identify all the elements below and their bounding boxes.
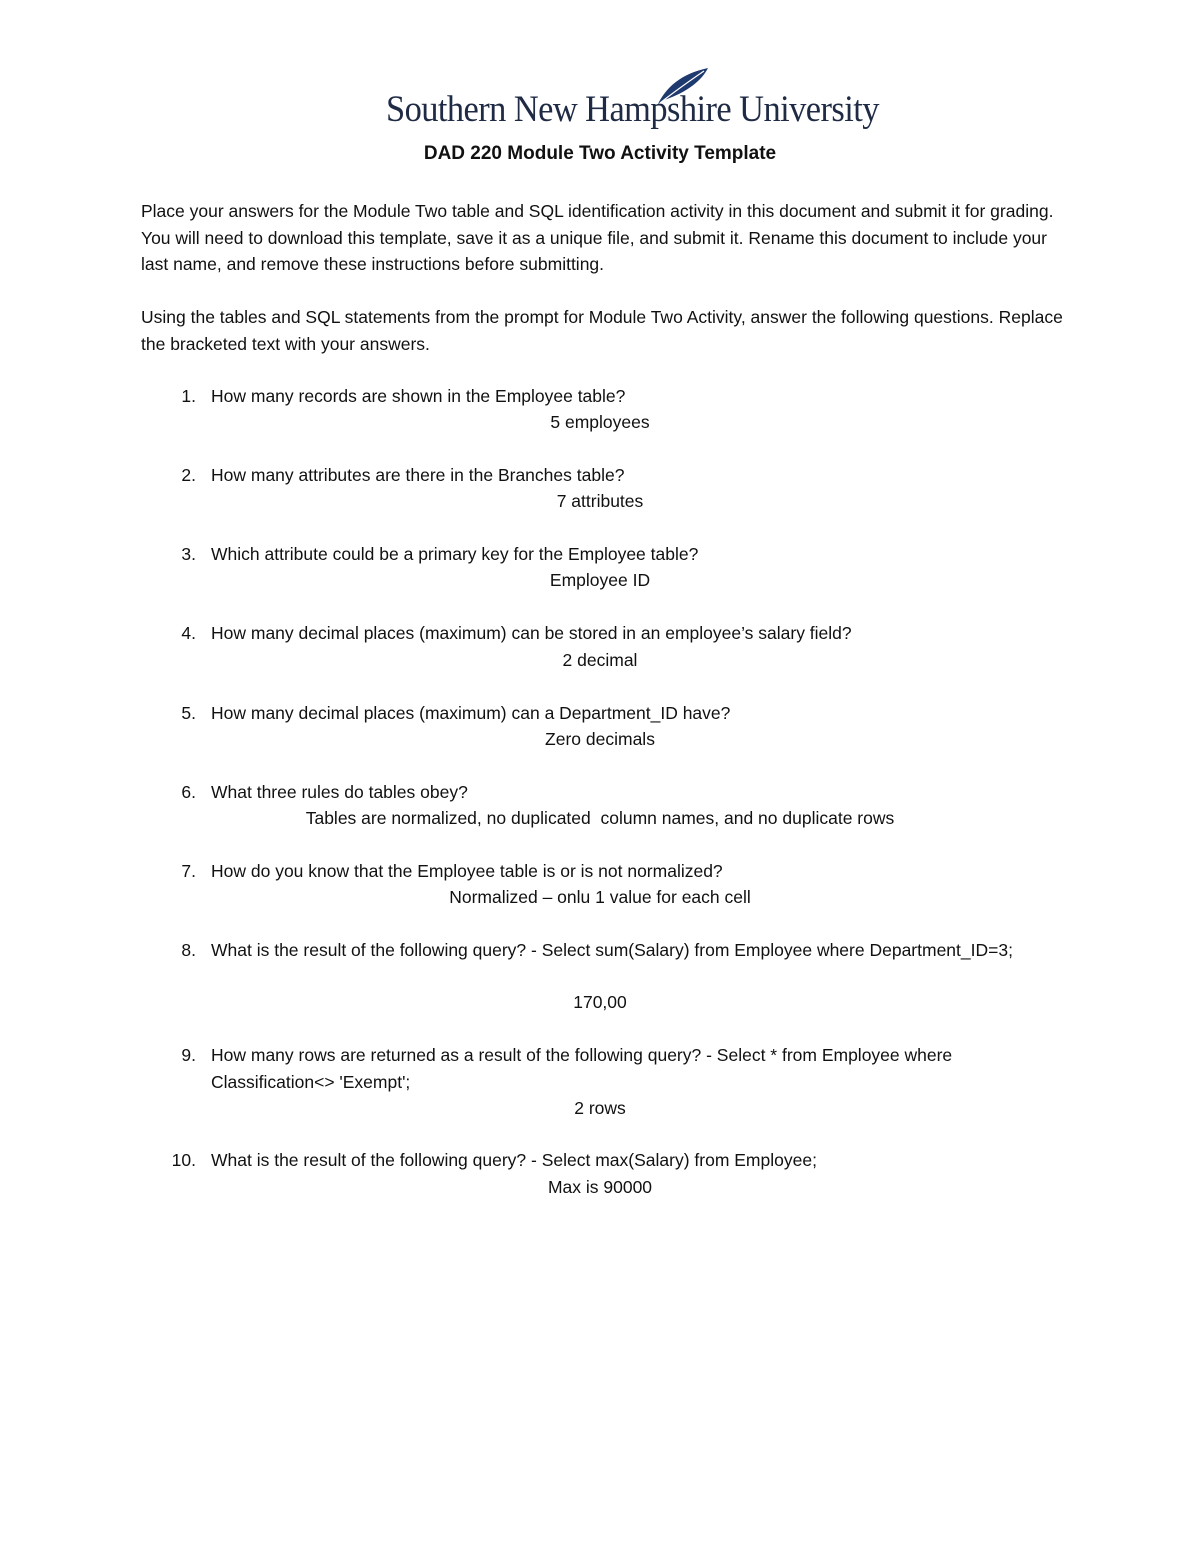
logo-text: Southern New Hampshire University (386, 89, 879, 130)
page-title: DAD 220 Module Two Activity Template (423, 143, 777, 164)
question-number: 3. (181, 544, 196, 564)
answer-3: Employee ID (549, 570, 651, 590)
question-number: 2. (181, 465, 196, 485)
question-text: How do you know that the Employee table is or is not normalized? (211, 861, 723, 881)
answer-2: 7 attributes (556, 491, 644, 511)
answer-4: 2 decimal (562, 650, 638, 670)
question-text: Which attribute could be a primary key for the Employee table? (211, 544, 699, 564)
university-logo (386, 66, 879, 138)
question-number: 6. (181, 782, 196, 802)
directions-paragraph: Using the tables and SQL statements from the prompt for Module Two Activity, answer the following questions. Replace the bracketed text with your answers. (141, 307, 1063, 354)
question-number: 9. (181, 1045, 196, 1065)
question-text: How many records are shown in the Employee table? (211, 386, 626, 406)
question-number: 8. (181, 940, 196, 960)
question-text: How many attributes are there in the Branches table? (211, 465, 625, 485)
answer-1: 5 employees (550, 412, 650, 432)
question-text: What is the result of the following query? - Select sum(Salary) from Employee where Department_ID=3; (211, 940, 1013, 960)
question-number: 10. (171, 1150, 196, 1170)
question-number: 7. (181, 861, 196, 881)
leaf-icon (652, 66, 712, 106)
instructions-paragraph: Place your answers for the Module Two table and SQL identification activity in this document and submit it for grading. You will need to download this template, save it as a unique file, and submit it. Rename this document to include your last name, and remove these instructions before submitting. (141, 201, 1054, 274)
question-number: 5. (181, 703, 196, 723)
answer-7: Normalized – onlu 1 value for each cell (449, 887, 751, 907)
question-text: How many rows are returned as a result of the following query? - Select * from Employee where Classification<> 'Exempt'; (211, 1045, 953, 1092)
question-text: How many decimal places (maximum) can a Department_ID have? (211, 703, 731, 723)
question-text: How many decimal places (maximum) can be stored in an employee’s salary field? (211, 623, 852, 643)
question-text: What three rules do tables obey? (211, 782, 468, 802)
answer-8: 170,00 (573, 992, 627, 1012)
question-text: What is the result of the following query? - Select max(Salary) from Employee; (211, 1150, 817, 1170)
question-number: 4. (181, 623, 196, 643)
answer-6: Tables are normalized, no duplicated column names, and no duplicate rows (305, 808, 895, 828)
answer-9: 2 rows (574, 1098, 626, 1118)
question-number: 1. (181, 386, 196, 406)
answer-5: Zero decimals (545, 729, 655, 749)
answer-10: Max is 90000 (547, 1177, 653, 1197)
